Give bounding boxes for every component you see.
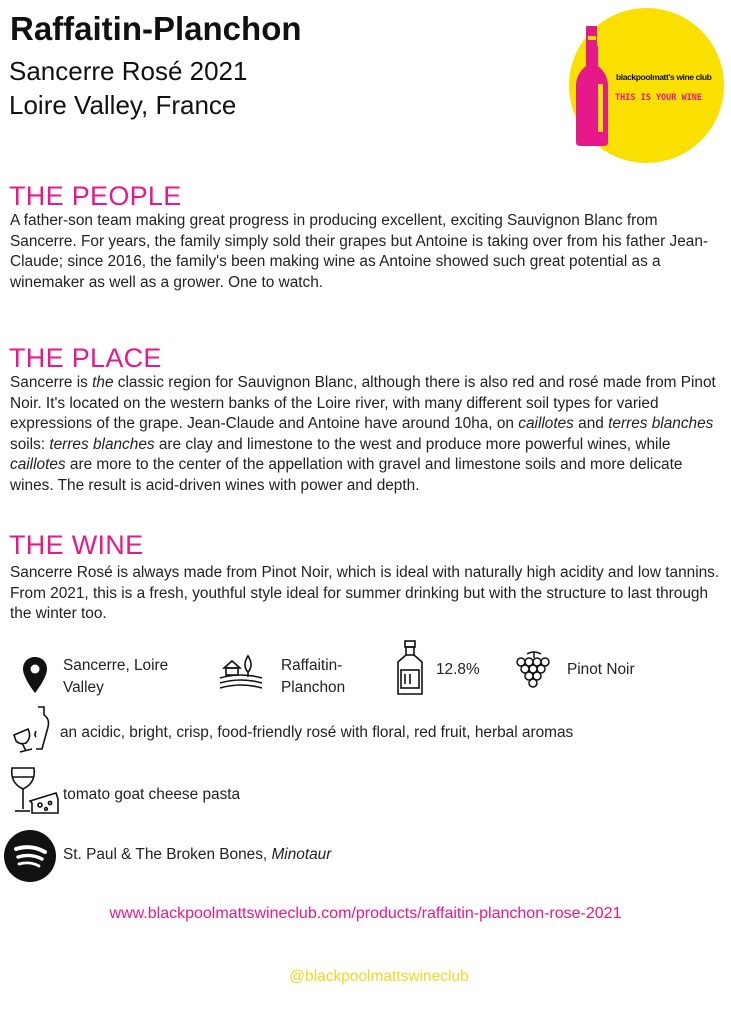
wine-name: Sancerre Rosé 2021	[9, 56, 248, 86]
spotify-icon	[4, 830, 56, 882]
club-tagline: THIS IS YOUR WINE	[615, 93, 702, 103]
location-label-line2: Valley	[63, 679, 104, 696]
wine-text: Sancerre Rosé is always made from Pinot Noir, which is ideal with naturally high acidity and low tannins. From 2021, this is a fresh, youthful style ideal for summer drinking but with the structure to last through the winter too.	[10, 564, 720, 622]
place-text: Sancerre is the classic region for Sauvignon Blanc, although there is also red and rosé made from Pinot Noir. It's located on the western banks of the Loire river, with many different soil types for varied expressions of the grape. Jean-Claude and Antoine have around 10ha, on caillotes and terres blanches soils: terres blanches are clay and limestone to the west and produce more powerful wines, while caillotes are more to the center of the appellation with gravel and limestone soils and more delicate wines. The result is acid-driven wines with power and depth.	[10, 374, 716, 494]
wine-bottle-icon	[572, 24, 612, 148]
grape-label: Pinot Noir	[567, 661, 635, 678]
section-title-place: THE PLACE	[9, 343, 162, 373]
producer-title: Raffaitin-Planchon	[10, 10, 302, 47]
food-pairing: tomato goat cheese pasta	[63, 786, 241, 803]
producer-label-line1: Raffaitin-	[281, 657, 343, 674]
section-title-people: THE PEOPLE	[9, 181, 182, 211]
music-pairing: St. Paul & The Broken Bones, Minotaur	[63, 846, 332, 863]
wine-pour-icon	[10, 705, 56, 755]
bottle-abv-icon	[394, 640, 426, 696]
producer-label-line2: Planchon	[281, 679, 346, 696]
grapes-icon	[513, 648, 555, 690]
section-title-wine: THE WINE	[9, 530, 144, 560]
abv-label: 12.8%	[436, 661, 480, 678]
product-link[interactable]: www.blackpoolmattswineclub.com/products/raffaitin-planchon-rose-2021	[109, 905, 622, 922]
vineyard-icon	[218, 652, 264, 692]
location-pin-icon	[22, 656, 48, 694]
wine-region: Loire Valley, France	[9, 90, 237, 120]
glass-cheese-icon	[8, 765, 60, 817]
social-handle: @blackpoolmattswineclub	[289, 968, 469, 985]
location-label-line1: Sancerre, Loire	[63, 657, 169, 674]
club-name: blackpoolmatt's wine club	[616, 72, 712, 82]
people-text: A father-son team making great progress in producing excellent, exciting Sauvignon Blanc from Sancerre. For years, the family simply sold their grapes but Antoine is taking over from his father Jean-Claude; since 2016, the family's been making wine as Antoine showed such great potential as a winemaker as well as a grower. One to watch.	[10, 212, 709, 291]
tasting-notes: an acidic, bright, crisp, food-friendly rosé with floral, red fruit, herbal aromas	[60, 724, 574, 741]
